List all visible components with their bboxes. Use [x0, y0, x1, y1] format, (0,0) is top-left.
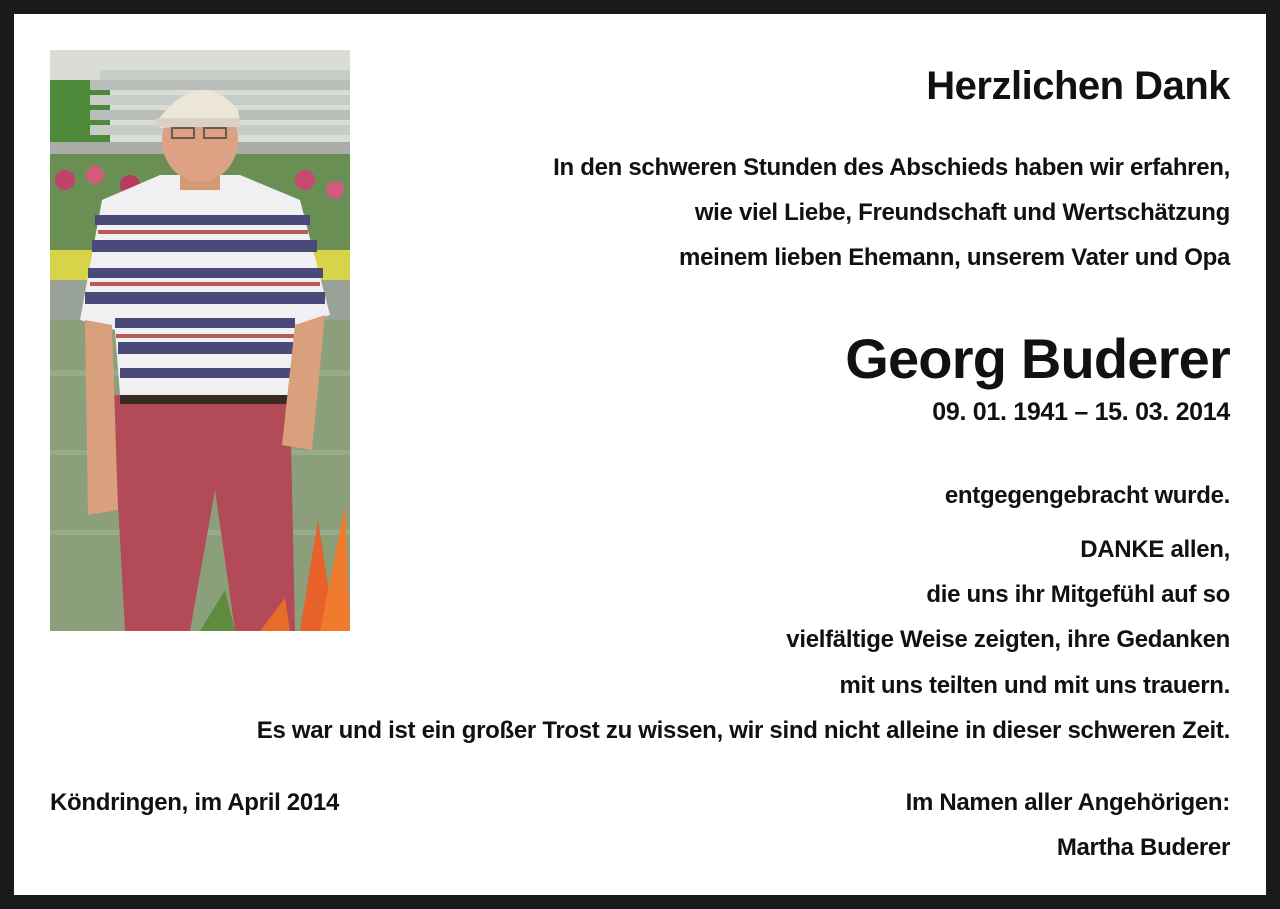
intro-line-2: wie viel Liebe, Freundschaft und Wertschätzung: [694, 199, 1230, 226]
portrait-photo: [50, 50, 350, 631]
place-date: Köndringen, im April 2014: [50, 789, 339, 816]
heading: Herzlichen Dank: [926, 64, 1230, 108]
portrait-illustration: [50, 50, 350, 631]
intro-line-3: meinem lieben Ehemann, unserem Vater und Opa: [679, 244, 1230, 271]
body-line-6: Es war und ist ein großer Trost zu wissen, wir sind nicht alleine in dieser schweren Zeit.: [256, 717, 1230, 744]
body-line-1: entgegengebracht wurde.: [944, 482, 1230, 509]
signature: Martha Buderer: [1056, 834, 1230, 861]
obituary-card: [14, 14, 1266, 895]
body-line-3: die uns ihr Mitgefühl auf so: [926, 581, 1230, 608]
deceased-name: Georg Buderer: [845, 327, 1230, 390]
closing-line: Im Namen aller Angehörigen:: [905, 789, 1230, 816]
life-dates: 09. 01. 1941 – 15. 03. 2014: [932, 398, 1230, 426]
body-line-2: DANKE allen,: [1080, 536, 1230, 563]
body-line-4: vielfältige Weise zeigten, ihre Gedanken: [786, 626, 1230, 653]
intro-line-1: In den schweren Stunden des Abschieds haben wir erfahren,: [553, 154, 1230, 181]
body-line-5: mit uns teilten und mit uns trauern.: [839, 672, 1230, 699]
